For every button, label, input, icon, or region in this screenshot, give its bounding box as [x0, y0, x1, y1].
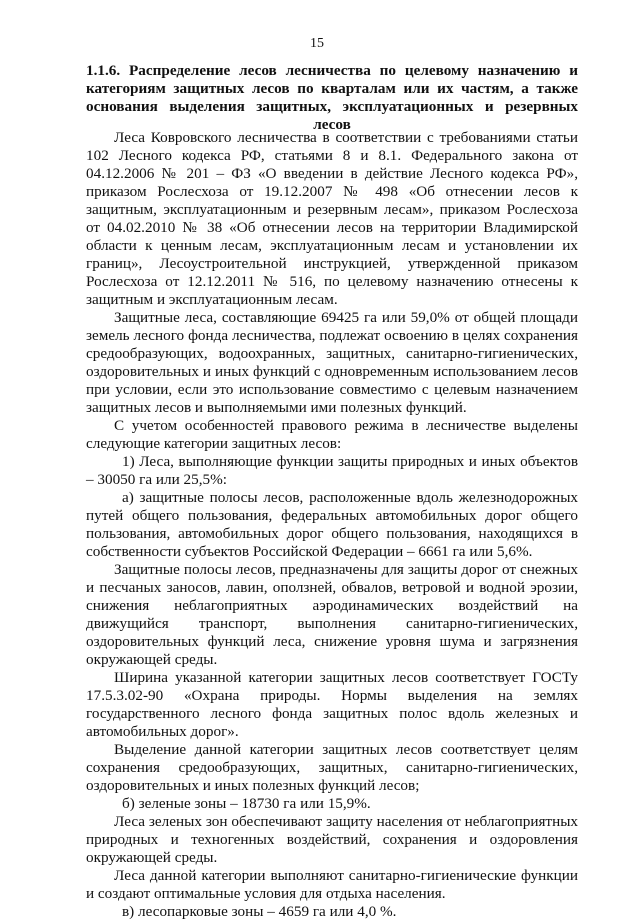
paragraph: Защитные леса, составляющие 69425 га или 59,0% от общей площади земель лесного фонда лесничества, подлежат освоению в целях сохранения средообразующих, водоохранных, защитных, санитарно-гигиенических, оздоровительных и иных функций с одновременным использованием лесов при условии, если это использование совместимо с целевым назначением защитных лесов и выполняемыми ими полезных функций. — [86, 309, 578, 416]
list-item: а) защитные полосы лесов, расположенные вдоль железнодорожных путей общего пользования, федеральных автомобильных дорог общего пользования, автомобильных дорог общего пользования, находящихся в собственности субъектов Российской Федерации – 6661 га или 5,6%. — [86, 489, 578, 560]
paragraph: Леса зеленых зон обеспечивают защиту населения от неблагоприятных природных и техногенных воздействий, сохранения и оздоровления окружающей среды. — [86, 813, 578, 866]
paragraph: Леса Ковровского лесничества в соответствии с требованиями статьи 102 Лесного кодекса РФ, статьями 8 и 8.1. Федерального закона от 04.12.2006 № 201 – ФЗ «О введении в действие Лесного кодекса РФ», приказом Рослесхоза от 19.12.2007 № 498 «Об отнесении лесов к защитным, эксплуатационным и резервным лесам», приказом Рослесхоза от 04.02.2010 № 38 «Об отнесении лесов на территории Владимирской области к ценным лесам, эксплуатационным лесам и установлении их границ», Лесоустроительной инструкцией, утвержденной приказом Рослесхоза от 12.12.2011 № 516, по целевому назначению отнесены к защитным и эксплуатационным лесам. — [86, 129, 578, 308]
list-item: в) лесопарковые зоны – 4659 га или 4,0 %. — [122, 903, 397, 920]
section-heading: 1.1.6. Распределение лесов лесничества по целевому назначению и категориям защитных лесов по кварталам или их частям, а также основания выделения защитных, эксплуатационных и резервных лесов — [86, 62, 578, 133]
paragraph: С учетом особенностей правового режима в лесничестве выделены следующие категории защитных лесов: — [86, 417, 578, 452]
paragraph: Защитные полосы лесов, предназначены для защиты дорог от снежных и песчаных заносов, лавин, оползней, обвалов, ветровой и водной эрозии, снижения неблагоприятных аэродинамических воздействий на движущийся транспорт, выполнения санитарно-гигиенических, оздоровительных функций леса, снижение уровня шума и загрязнения окружающей среды. — [86, 561, 578, 668]
list-item: 1) Леса, выполняющие функции защиты природных и иных объектов – 30050 га или 25,5%: — [86, 453, 578, 488]
paragraph: Выделение данной категории защитных лесов соответствует целям сохранения средообразующих, защитных, санитарно-гигиенических, оздоровительных и иных полезных функций лесов; — [86, 741, 578, 794]
list-item: б) зеленые зоны – 18730 га или 15,9%. — [122, 795, 371, 812]
paragraph: Леса данной категории выполняют санитарно-гигиенические функции и создают оптимальные условия для отдыха населения. — [86, 867, 578, 902]
page-number: 15 — [310, 36, 324, 51]
body-text — [86, 129, 578, 921]
paragraph: Ширина указанной категории защитных лесов соответствует ГОСТу 17.5.3.02-90 «Охрана природы. Нормы выделения на землях государственного лесного фонда защитных полос вдоль железных и автомобильных дорог». — [86, 669, 578, 740]
